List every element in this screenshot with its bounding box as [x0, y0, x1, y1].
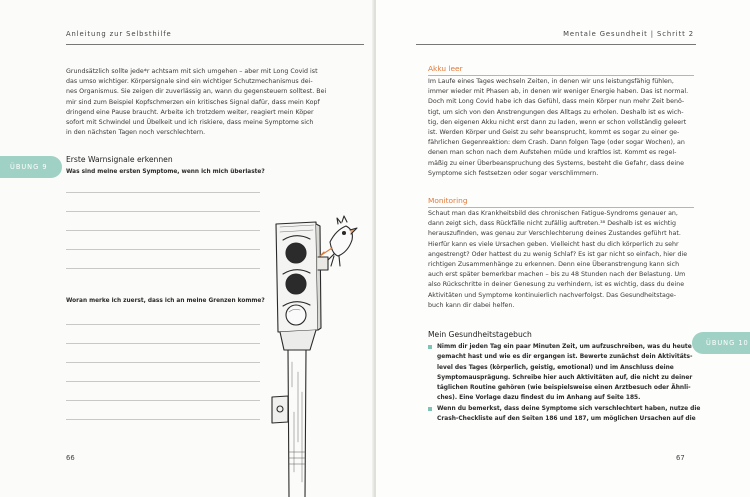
- text-line: buch kann dir dabei helfen.: [428, 301, 515, 309]
- right-running-head: Mentale Gesundheit | Schritt 2: [563, 30, 694, 38]
- text-line: dann zeigt sich, dass Rückfälle nicht zufällig auftreten.³⁸ Deshalb ist es wichtig: [428, 220, 677, 228]
- writing-line[interactable]: [66, 343, 260, 344]
- intro-line: nes Organismus. Sie zeigen dir zuverlässig an, wann du gegensteuern solltest. Bei: [66, 88, 327, 96]
- section-monitoring-text: [428, 209, 696, 311]
- right-page-number: 67: [676, 454, 685, 462]
- text-line: immer wieder mit Phasen ab, in denen wir weniger Energie haben. Das ist normal.: [428, 88, 689, 96]
- text-line: also Rückschritte in deiner Genesung zu verhindern, ist es wichtig, dass du deine: [428, 281, 685, 289]
- list-item: Nimm dir jeden Tag ein paar Minuten Zeit, um aufzuschreiben, was du heute gemacht hast und wie es dir ergangen ist. Bewerte zunächst dein Aktivitäts- level des Tages (körperlich, geistig, emotional) und im Anschluss deine Symptomausprägung. Schreibe hier auch Aktivitäten auf, die nicht zu deiner täglichen Routine gehören (wie beispielsweise einen Arztbesuch oder Ähnli- ches). Eine Vorlage dazu findest du im Anhang auf Seite 185.: [428, 342, 702, 404]
- writing-line[interactable]: [66, 400, 260, 401]
- exercise-9-question-1: Was sind meine ersten Symptome, wenn ich mich überlaste?: [66, 169, 265, 175]
- writing-line[interactable]: [66, 249, 260, 250]
- exercise-9-heading: Erste Warnsignale erkennen: [66, 155, 173, 164]
- text-line: Doch mit Long Covid habe ich das Gefühl, dass mein Körper nun mehr Zeit benö-: [428, 98, 685, 106]
- text-line: tigt, um sich von den Anstrengungen des Alltags zu erholen. Deshalb ist es wich-: [428, 108, 684, 116]
- writing-line[interactable]: [66, 211, 260, 212]
- traffic-light-illustration: [258, 212, 358, 497]
- writing-line[interactable]: [66, 324, 260, 325]
- left-intro-paragraph: [66, 67, 366, 138]
- writing-line[interactable]: [66, 362, 260, 363]
- text-line: tig, den eigenen Akku nicht erst dann zu laden, wenn er schon vollständig geleert: [428, 118, 687, 126]
- text-line: ist. Werden Körper und Geist zu sehr beansprucht, kommt es sogar zu einer ge-: [428, 129, 680, 137]
- text-line: Im Laufe eines Tages wechseln Zeiten, in denen wir uns leistungsfähig fühlen,: [428, 78, 674, 85]
- bullet-square-icon: [428, 407, 432, 411]
- text-line: angestrengt? Oder hattest du zu wenig Schlaf? Es ist gar nicht so einfach, hier die: [428, 250, 688, 258]
- writing-line[interactable]: [66, 381, 260, 382]
- text-line: richtigen Zusammenhänge zu erkennen. Denn eine Überanstrengung kann sich: [428, 261, 680, 269]
- exercise-9-question-2: Woran merke ich zuerst, dass ich an meine Grenzen komme?: [66, 298, 265, 304]
- text-line: herauszufinden, was genau zur Verschlechterung deines Zustandes geführt hat.: [428, 230, 681, 238]
- intro-line: dringend eine Pause braucht. Arbeite ich trotzdem weiter, reagiert mein Köper: [66, 108, 314, 116]
- text-line: Hierfür kann es viele Ursachen geben. Vielleicht hast du dich körperlich zu sehr: [428, 240, 679, 248]
- exercise-9-badge: ÜBUNG 9: [0, 156, 62, 178]
- writing-line[interactable]: [66, 419, 260, 420]
- text-line: Symptome sich festsetzen oder sogar verschlimmern.: [428, 169, 599, 177]
- exercise-10-bullet-list: [428, 342, 702, 424]
- right-header-rule: [416, 44, 696, 45]
- intro-line: in den nächsten Tagen noch verschlechtern.: [66, 129, 206, 137]
- text-line: auch erst später bemerkbar machen – bis zu 48 Stunden nach der Belastung. Um: [428, 271, 686, 279]
- left-page-number: 66: [66, 454, 75, 462]
- left-running-head: Anleitung zur Selbsthilfe: [66, 30, 172, 38]
- text-line: Aktivitäten und Symptome kontinuierlich nachverfolgst. Das Gesundheitstage-: [428, 291, 677, 299]
- writing-line[interactable]: [66, 268, 260, 269]
- intro-line: das umso wichtiger. Körpersignale sind ein wichtiger Schutzmechanismus dei-: [66, 78, 313, 86]
- writing-line[interactable]: [66, 230, 260, 231]
- text-line: mäßig zu einer Überbeanspruchung des Systems, besteht die Gefahr, dass deine: [428, 159, 684, 167]
- writing-line[interactable]: [66, 192, 260, 193]
- text-line: Schaut man das Krankheitsbild des chronischen Fatigue-Syndroms genauer an,: [428, 210, 678, 217]
- right-page: [376, 0, 750, 497]
- intro-line: mir sind zum Beispiel Kopfschmerzen ein kritisches Signal dafür, dass mein Kopf: [66, 98, 320, 106]
- left-page: [0, 0, 374, 497]
- bullet-square-icon: [428, 345, 432, 349]
- section-monitoring-rule: [428, 207, 694, 208]
- intro-line: sofort mit Schwindel und Übelkeit und ich riskiere, dass meine Symptome sich: [66, 119, 314, 127]
- text-line: denen man schon nach dem Aufstehen müde und kraftlos ist. Kommt es regel-: [428, 149, 677, 157]
- left-header-rule: [66, 44, 364, 45]
- section-akku-leer-rule: [428, 75, 694, 76]
- text-line: fährlichen Gegenreaktion: dem Crash. Dann folgen Tage (oder sogar Wochen), an: [428, 139, 685, 147]
- section-akku-leer-heading: Akku leer: [428, 64, 463, 73]
- section-akku-leer-text: [428, 77, 696, 179]
- list-item: Wenn du bemerkst, dass deine Symptome sich verschlechtert haben, nutze die Crash-Checkliste auf den Seiten 186 und 187, um möglichen Ursachen auf die: [428, 404, 702, 425]
- exercise-10-badge: ÜBUNG 10: [692, 332, 750, 354]
- intro-line: Grundsätzlich sollte jede*r achtsam mit sich umgehen – aber mit Long Covid ist: [66, 68, 318, 75]
- section-monitoring-heading: Monitoring: [428, 196, 468, 205]
- exercise-10-heading: Mein Gesundheitstagebuch: [428, 330, 532, 339]
